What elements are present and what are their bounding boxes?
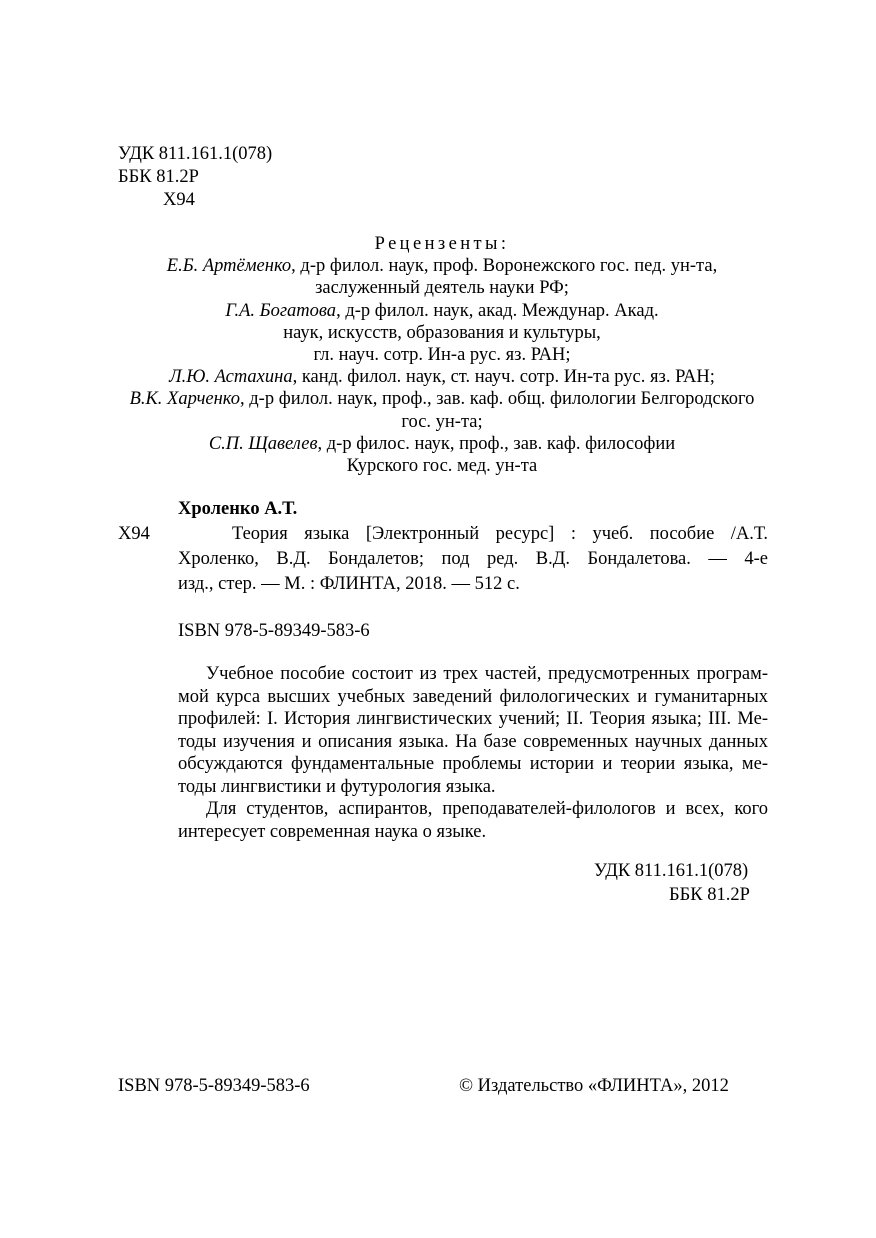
author-mark-top: Х94 (163, 190, 195, 210)
reviewer-line: гос. ун-та; (401, 411, 483, 432)
entry-line-1: Теория языка [Электронный ресурс] : учеб. пособие /А.Т. (232, 524, 768, 544)
reviewer-line: Л.Ю. Астахина, канд. филол. наук, ст. науч. сотр. Ин-та рус. яз. РАН; (169, 367, 715, 388)
annotation-paragraph-2: Для студентов, аспирантов, преподавателей-филологов и всех, кого интересует современная наука о языке. (178, 799, 768, 842)
bbk-top: ББК 81.2Р (118, 167, 199, 187)
reviewer-line: заслуженный деятель науки РФ; (315, 278, 569, 299)
footer-isbn: ISBN 978-5-89349-583-6 (118, 1076, 310, 1096)
entry-line-3: изд., стер. — М. : ФЛИНТА, 2018. — 512 с. (178, 574, 520, 594)
reviewer-line: Курского гос. мед. ун-та (346, 456, 538, 477)
udk-top: УДК 811.161.1(078) (118, 144, 273, 164)
udk-bottom: УДК 811.161.1(078) (594, 861, 749, 881)
footer-copyright: © Издательство «ФЛИНТА», 2012 (459, 1076, 729, 1096)
reviewer-line: С.П. Щавелев, д-р филос. наук, проф., зав. каф. философии (208, 433, 676, 454)
reviewers-block (100, 233, 784, 477)
reviewer-line: Г.А. Богатова, д-р филол. наук, акад. Междунар. Акад. (225, 300, 659, 321)
annotation-paragraph-1: Учебное пособие состоит из трех частей, предусмотренных програм- мой курса высших учебных заведений филологических и гуманитарных профилей: I. История лингвистических учений; II. Теория языка; III. Ме- тоды изучения и описания языка. На базе современных научных данных обсуждаются фундаментальные проблемы истории и теории языка, ме- тоды лингвистики и футурология языка. (178, 664, 768, 797)
entry-author: Хроленко А.Т. (178, 499, 298, 519)
reviewer-line: гл. науч. сотр. Ин-а рус. яз. РАН; (313, 345, 571, 366)
reviewers-heading: Рецензенты: (374, 234, 510, 254)
entry-line-2: Хроленко, В.Д. Бондалетов; под ред. В.Д. Бондалетова. — 4-е (178, 549, 768, 569)
entry-isbn: ISBN 978-5-89349-583-6 (178, 621, 370, 641)
bbk-bottom: ББК 81.2Р (669, 885, 750, 905)
reviewer-line: наук, искусств, образования и культуры, (283, 322, 601, 343)
entry-mark: Х94 (118, 524, 150, 544)
reviewer-line: В.К. Харченко, д-р филол. наук, проф., зав. каф. общ. филологии Белгородского (129, 389, 755, 410)
reviewer-line: Е.Б. Артёменко, д-р филол. наук, проф. Воронежского гос. пед. ун-та, (166, 256, 718, 277)
